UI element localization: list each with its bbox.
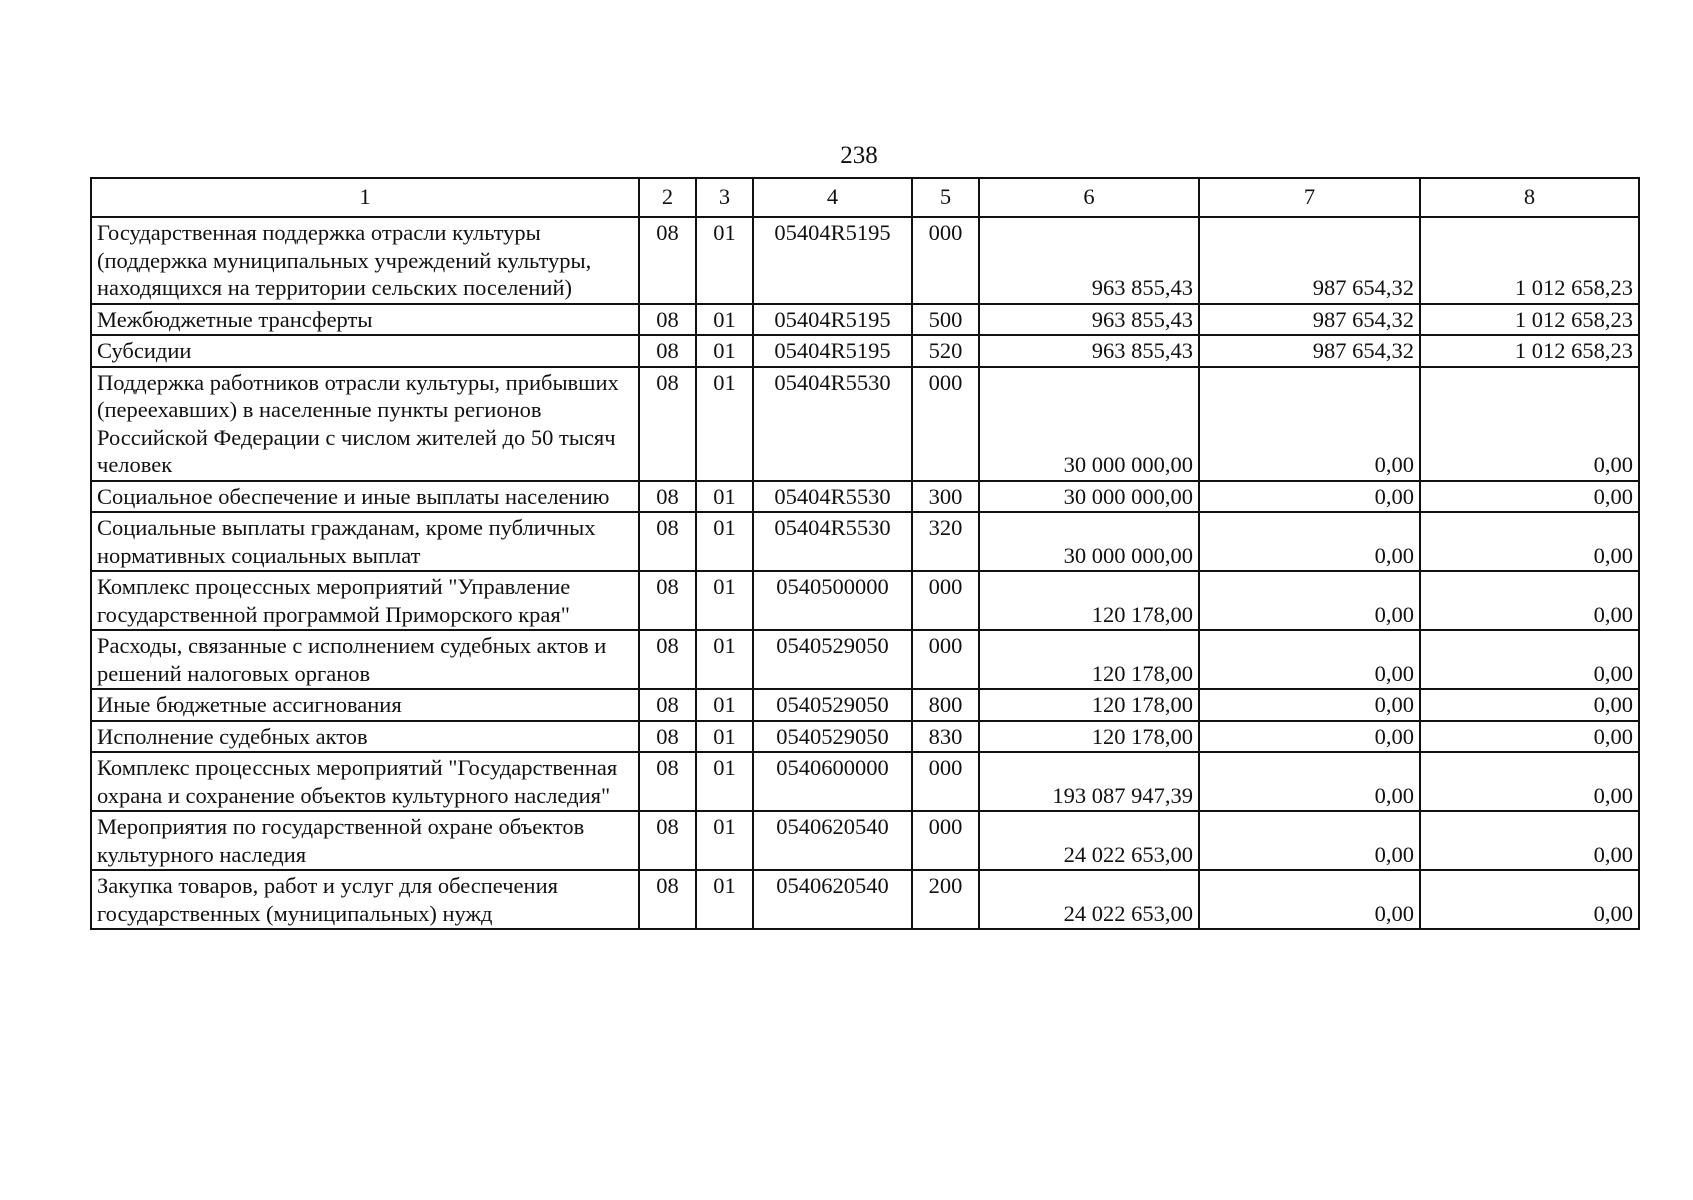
subsection-code: 01 xyxy=(696,811,753,870)
budget-table xyxy=(90,177,1640,930)
target-article-code: 0540500000 xyxy=(753,571,912,630)
subsection-code: 01 xyxy=(696,367,753,481)
target-article-code: 0540529050 xyxy=(753,630,912,689)
amount-year-2: 0,00 xyxy=(1199,481,1420,513)
amount-year-3: 1 012 658,23 xyxy=(1420,335,1639,367)
section-code: 08 xyxy=(639,811,696,870)
row-name: Социальные выплаты гражданам, кроме публичных нормативных социальных выплат xyxy=(91,512,639,571)
subsection-code: 01 xyxy=(696,689,753,721)
subsection-code: 01 xyxy=(696,217,753,304)
amount-year-3: 0,00 xyxy=(1420,811,1639,870)
table-row xyxy=(91,752,1639,811)
column-header: 7 xyxy=(1199,178,1420,217)
amount-year-3: 0,00 xyxy=(1420,571,1639,630)
section-code: 08 xyxy=(639,335,696,367)
expense-type-code: 000 xyxy=(912,367,979,481)
amount-year-3: 0,00 xyxy=(1420,481,1639,513)
section-code: 08 xyxy=(639,481,696,513)
amount-year-1: 963 855,43 xyxy=(979,217,1199,304)
amount-year-2: 0,00 xyxy=(1199,571,1420,630)
header-row xyxy=(91,178,1639,217)
amount-year-2: 987 654,32 xyxy=(1199,304,1420,336)
amount-year-2: 987 654,32 xyxy=(1199,217,1420,304)
amount-year-3: 0,00 xyxy=(1420,630,1639,689)
amount-year-1: 193 087 947,39 xyxy=(979,752,1199,811)
amount-year-3: 1 012 658,23 xyxy=(1420,304,1639,336)
amount-year-1: 24 022 653,00 xyxy=(979,870,1199,929)
section-code: 08 xyxy=(639,217,696,304)
amount-year-1: 30 000 000,00 xyxy=(979,512,1199,571)
amount-year-1: 120 178,00 xyxy=(979,571,1199,630)
column-header: 4 xyxy=(753,178,912,217)
expense-type-code: 000 xyxy=(912,811,979,870)
expense-type-code: 000 xyxy=(912,630,979,689)
amount-year-2: 0,00 xyxy=(1199,870,1420,929)
section-code: 08 xyxy=(639,630,696,689)
row-name: Социальное обеспечение и иные выплаты населению xyxy=(91,481,639,513)
section-code: 08 xyxy=(639,571,696,630)
section-code: 08 xyxy=(639,304,696,336)
amount-year-3: 0,00 xyxy=(1420,752,1639,811)
table-row xyxy=(91,304,1639,336)
expense-type-code: 000 xyxy=(912,571,979,630)
expense-type-code: 500 xyxy=(912,304,979,336)
subsection-code: 01 xyxy=(696,630,753,689)
section-code: 08 xyxy=(639,367,696,481)
row-name: Межбюджетные трансферты xyxy=(91,304,639,336)
table-row xyxy=(91,870,1639,929)
subsection-code: 01 xyxy=(696,335,753,367)
amount-year-2: 0,00 xyxy=(1199,811,1420,870)
amount-year-1: 120 178,00 xyxy=(979,689,1199,721)
amount-year-1: 24 022 653,00 xyxy=(979,811,1199,870)
column-header: 6 xyxy=(979,178,1199,217)
row-name: Расходы, связанные с исполнением судебных актов и решений налоговых органов xyxy=(91,630,639,689)
subsection-code: 01 xyxy=(696,571,753,630)
section-code: 08 xyxy=(639,752,696,811)
row-name: Комплекс процессных мероприятий "Управление государственной программой Приморского края" xyxy=(91,571,639,630)
amount-year-3: 0,00 xyxy=(1420,512,1639,571)
amount-year-3: 0,00 xyxy=(1420,367,1639,481)
section-code: 08 xyxy=(639,721,696,753)
target-article-code: 0540529050 xyxy=(753,721,912,753)
amount-year-2: 987 654,32 xyxy=(1199,335,1420,367)
amount-year-2: 0,00 xyxy=(1199,721,1420,753)
row-name: Мероприятия по государственной охране объектов культурного наследия xyxy=(91,811,639,870)
target-article-code: 05404R5530 xyxy=(753,512,912,571)
column-header: 1 xyxy=(91,178,639,217)
amount-year-3: 0,00 xyxy=(1420,689,1639,721)
row-name: Закупка товаров, работ и услуг для обеспечения государственных (муниципальных) нужд xyxy=(91,870,639,929)
expense-type-code: 520 xyxy=(912,335,979,367)
table-row xyxy=(91,721,1639,753)
subsection-code: 01 xyxy=(696,752,753,811)
table-row xyxy=(91,481,1639,513)
target-article-code: 0540620540 xyxy=(753,811,912,870)
target-article-code: 05404R5530 xyxy=(753,481,912,513)
expense-type-code: 200 xyxy=(912,870,979,929)
target-article-code: 05404R5530 xyxy=(753,367,912,481)
table-row xyxy=(91,689,1639,721)
table-row xyxy=(91,217,1639,304)
target-article-code: 05404R5195 xyxy=(753,304,912,336)
subsection-code: 01 xyxy=(696,721,753,753)
amount-year-2: 0,00 xyxy=(1199,367,1420,481)
table-row xyxy=(91,571,1639,630)
amount-year-1: 963 855,43 xyxy=(979,335,1199,367)
table-row xyxy=(91,630,1639,689)
target-article-code: 05404R5195 xyxy=(753,217,912,304)
subsection-code: 01 xyxy=(696,481,753,513)
subsection-code: 01 xyxy=(696,512,753,571)
amount-year-3: 0,00 xyxy=(1420,721,1639,753)
row-name: Государственная поддержка отрасли культуры (поддержка муниципальных учреждений культуры, находящихся на территории сельских поселений) xyxy=(91,217,639,304)
amount-year-2: 0,00 xyxy=(1199,512,1420,571)
section-code: 08 xyxy=(639,870,696,929)
expense-type-code: 800 xyxy=(912,689,979,721)
expense-type-code: 830 xyxy=(912,721,979,753)
expense-type-code: 300 xyxy=(912,481,979,513)
table-row xyxy=(91,335,1639,367)
amount-year-1: 120 178,00 xyxy=(979,630,1199,689)
amount-year-1: 30 000 000,00 xyxy=(979,367,1199,481)
expense-type-code: 320 xyxy=(912,512,979,571)
amount-year-1: 30 000 000,00 xyxy=(979,481,1199,513)
subsection-code: 01 xyxy=(696,870,753,929)
amount-year-3: 0,00 xyxy=(1420,870,1639,929)
row-name: Иные бюджетные ассигнования xyxy=(91,689,639,721)
column-header: 3 xyxy=(696,178,753,217)
expense-type-code: 000 xyxy=(912,752,979,811)
amount-year-2: 0,00 xyxy=(1199,752,1420,811)
amount-year-1: 963 855,43 xyxy=(979,304,1199,336)
row-name: Комплекс процессных мероприятий "Государственная охрана и сохранение объектов культурного наследия" xyxy=(91,752,639,811)
expense-type-code: 000 xyxy=(912,217,979,304)
target-article-code: 0540529050 xyxy=(753,689,912,721)
column-header: 5 xyxy=(912,178,979,217)
subsection-code: 01 xyxy=(696,304,753,336)
target-article-code: 0540620540 xyxy=(753,870,912,929)
row-name: Субсидии xyxy=(91,335,639,367)
section-code: 08 xyxy=(639,512,696,571)
table-row xyxy=(91,811,1639,870)
row-name: Поддержка работников отрасли культуры, прибывших (переехавших) в населенные пункты регионов Российской Федерации с числом жителей до 50 тысяч человек xyxy=(91,367,639,481)
column-header: 8 xyxy=(1420,178,1639,217)
row-name: Исполнение судебных актов xyxy=(91,721,639,753)
table-row xyxy=(91,512,1639,571)
page-number: 238 xyxy=(840,142,878,169)
table-row xyxy=(91,367,1639,481)
target-article-code: 0540600000 xyxy=(753,752,912,811)
amount-year-1: 120 178,00 xyxy=(979,721,1199,753)
column-header: 2 xyxy=(639,178,696,217)
amount-year-2: 0,00 xyxy=(1199,689,1420,721)
amount-year-3: 1 012 658,23 xyxy=(1420,217,1639,304)
section-code: 08 xyxy=(639,689,696,721)
amount-year-2: 0,00 xyxy=(1199,630,1420,689)
target-article-code: 05404R5195 xyxy=(753,335,912,367)
